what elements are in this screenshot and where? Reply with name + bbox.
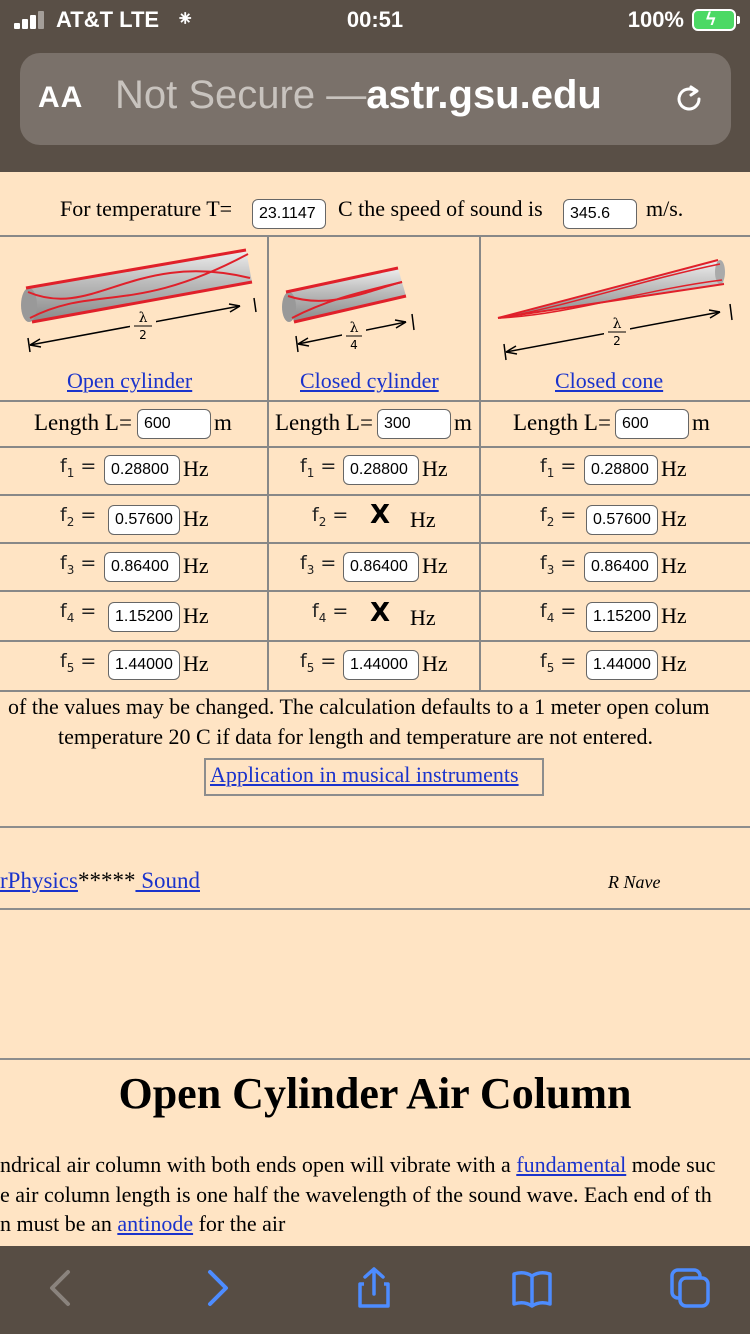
svg-text:2: 2	[139, 328, 147, 342]
domain-label: astr.gsu.edu	[366, 73, 602, 117]
f4-label: $f_4$ =	[540, 600, 577, 625]
application-link[interactable]: Application in musical instruments	[210, 762, 519, 787]
activity-spinner-icon: ⁕	[176, 6, 195, 31]
antinode-link[interactable]: antinode	[117, 1211, 194, 1236]
hz-unit: Hz	[183, 651, 209, 676]
svg-text:4: 4	[350, 338, 358, 352]
body-text: n must be an	[0, 1211, 118, 1236]
battery-percent: 100%	[627, 7, 684, 32]
open-f2-output[interactable]: 0.57600	[108, 505, 180, 535]
cone-f1-output[interactable]: 0.28800	[584, 455, 658, 485]
f2-label: $f_2$ =	[60, 504, 97, 529]
hz-unit: Hz	[183, 603, 209, 628]
length-unit: m	[692, 410, 710, 435]
share-icon[interactable]	[352, 1266, 396, 1310]
table-top-border	[0, 235, 750, 237]
hz-unit: Hz	[661, 506, 687, 531]
author: R Nave	[608, 872, 661, 892]
fundamental-link[interactable]: fundamental	[516, 1152, 627, 1177]
row-divider	[0, 590, 750, 592]
hz-unit: Hz	[661, 456, 687, 481]
f1-label: $f_1$ =	[540, 455, 577, 480]
row-divider	[0, 400, 750, 402]
cone-f5-output[interactable]: 1.44000	[586, 650, 658, 680]
temperature-middle: C the speed of sound is	[338, 196, 543, 221]
temperature-prefix: For temperature T=	[60, 196, 233, 221]
hyperphysics-link[interactable]: rPhysics	[0, 868, 78, 893]
status-bar	[0, 0, 750, 42]
cone-f4-output[interactable]: 1.15200	[586, 602, 658, 632]
footer-nav	[0, 868, 200, 894]
sound-link[interactable]: Sound	[135, 868, 200, 893]
length-label: Length L=	[34, 410, 132, 435]
hz-unit: Hz	[422, 553, 448, 578]
body-line-2: e air column length is one half the wavelength of the sound wave. Each end of th	[0, 1182, 712, 1207]
row-divider	[0, 446, 750, 448]
section-title: Open Cylinder Air Column	[118, 1069, 632, 1118]
closed-cyl-f5-output[interactable]: 1.44000	[343, 650, 419, 680]
divider	[0, 908, 750, 910]
open-cylinder-diagram	[14, 240, 264, 365]
reload-icon[interactable]	[671, 81, 707, 117]
f2-label: $f_2$ =	[312, 504, 349, 529]
closed-cyl-f2-absent: X	[370, 500, 391, 530]
hz-unit: Hz	[410, 605, 436, 630]
svg-text:λ: λ	[349, 320, 359, 336]
body-text: ndrical air column with both ends open will vibrate with a	[0, 1152, 517, 1177]
hz-unit: Hz	[183, 553, 209, 578]
forward-icon[interactable]	[196, 1266, 240, 1310]
open-cylinder-length-input[interactable]: 600	[137, 409, 211, 439]
f5-label: $f_5$ =	[300, 650, 337, 675]
closed-cylinder-length-input[interactable]: 300	[377, 409, 451, 439]
cone-f3-output[interactable]: 0.86400	[584, 552, 658, 582]
f3-label: $f_3$ =	[300, 552, 337, 577]
open-f4-output[interactable]: 1.15200	[108, 602, 180, 632]
battery-icon: ϟ	[692, 9, 736, 31]
row-divider	[0, 542, 750, 544]
length-unit: m	[454, 410, 472, 435]
f5-label: $f_5$ =	[540, 650, 577, 675]
closed-cyl-f1-output[interactable]: 0.28800	[343, 455, 419, 485]
not-secure-label: Not Secure —	[115, 73, 367, 117]
closed-cyl-f4-absent: X	[370, 598, 391, 628]
length-label: Length L=	[513, 410, 611, 435]
closed-cyl-f3-output[interactable]: 0.86400	[343, 552, 419, 582]
hz-unit: Hz	[661, 651, 687, 676]
hz-unit: Hz	[661, 603, 687, 628]
cone-f2-output[interactable]: 0.57600	[586, 505, 658, 535]
f3-label: $f_3$ =	[540, 552, 577, 577]
speed-unit: m/s.	[646, 196, 684, 221]
carrier-label: AT&T LTE	[56, 7, 160, 32]
browser-chrome	[0, 0, 750, 172]
body-text: mode suc	[626, 1152, 716, 1177]
speed-input[interactable]: 345.6	[563, 199, 637, 229]
divider	[0, 826, 750, 828]
f4-label: $f_4$ =	[312, 600, 349, 625]
row-divider	[0, 640, 750, 642]
hz-unit: Hz	[422, 456, 448, 481]
description-line-1: of the values may be changed. The calculation defaults to a 1 meter open colum	[8, 694, 710, 719]
temperature-input[interactable]: 23.1147	[252, 199, 326, 229]
svg-text:λ: λ	[138, 310, 148, 326]
body-text: for the air	[193, 1211, 286, 1236]
closed-cone-link[interactable]: Closed cone	[555, 368, 664, 393]
hz-unit: Hz	[410, 507, 436, 532]
closed-cylinder-link[interactable]: Closed cylinder	[300, 368, 439, 393]
clock: 00:51	[346, 7, 404, 32]
closed-cone-diagram	[492, 250, 742, 365]
reader-aa-button[interactable]: AA	[38, 81, 84, 114]
divider	[0, 1058, 750, 1060]
svg-text:2: 2	[613, 334, 621, 348]
hz-unit: Hz	[422, 651, 448, 676]
f1-label: $f_1$ =	[60, 455, 97, 480]
f5-label: $f_5$ =	[60, 650, 97, 675]
hz-unit: Hz	[661, 553, 687, 578]
body-line-1	[0, 1152, 715, 1178]
f1-label: $f_1$ =	[300, 455, 337, 480]
length-label: Length L=	[275, 410, 373, 435]
tabs-icon[interactable]	[668, 1266, 712, 1310]
url-bar[interactable]	[20, 53, 731, 145]
row-divider	[0, 494, 750, 496]
open-f1-output[interactable]: 0.28800	[104, 455, 180, 485]
body-line-3	[0, 1211, 285, 1237]
closed-cylinder-diagram	[280, 260, 430, 360]
length-unit: m	[214, 410, 232, 435]
stars: *****	[77, 868, 136, 893]
open-cylinder-link[interactable]: Open cylinder	[67, 368, 193, 393]
open-f3-output[interactable]: 0.86400	[104, 552, 180, 582]
bookmarks-icon[interactable]	[510, 1266, 554, 1310]
description-line-2: temperature 20 C if data for length and temperature are not entered.	[58, 724, 653, 749]
url-text[interactable]	[115, 73, 602, 118]
column-divider	[479, 237, 481, 692]
f4-label: $f_4$ =	[60, 600, 97, 625]
column-divider	[267, 237, 269, 692]
open-f5-output[interactable]: 1.44000	[108, 650, 180, 680]
hz-unit: Hz	[183, 456, 209, 481]
f3-label: $f_3$ =	[60, 552, 97, 577]
table-bottom-border	[0, 690, 750, 692]
f2-label: $f_2$ =	[540, 504, 577, 529]
closed-cone-length-input[interactable]: 600	[615, 409, 689, 439]
svg-text:λ: λ	[612, 316, 622, 332]
back-icon[interactable]	[38, 1266, 82, 1310]
bottom-toolbar	[0, 1246, 750, 1334]
hz-unit: Hz	[183, 506, 209, 531]
